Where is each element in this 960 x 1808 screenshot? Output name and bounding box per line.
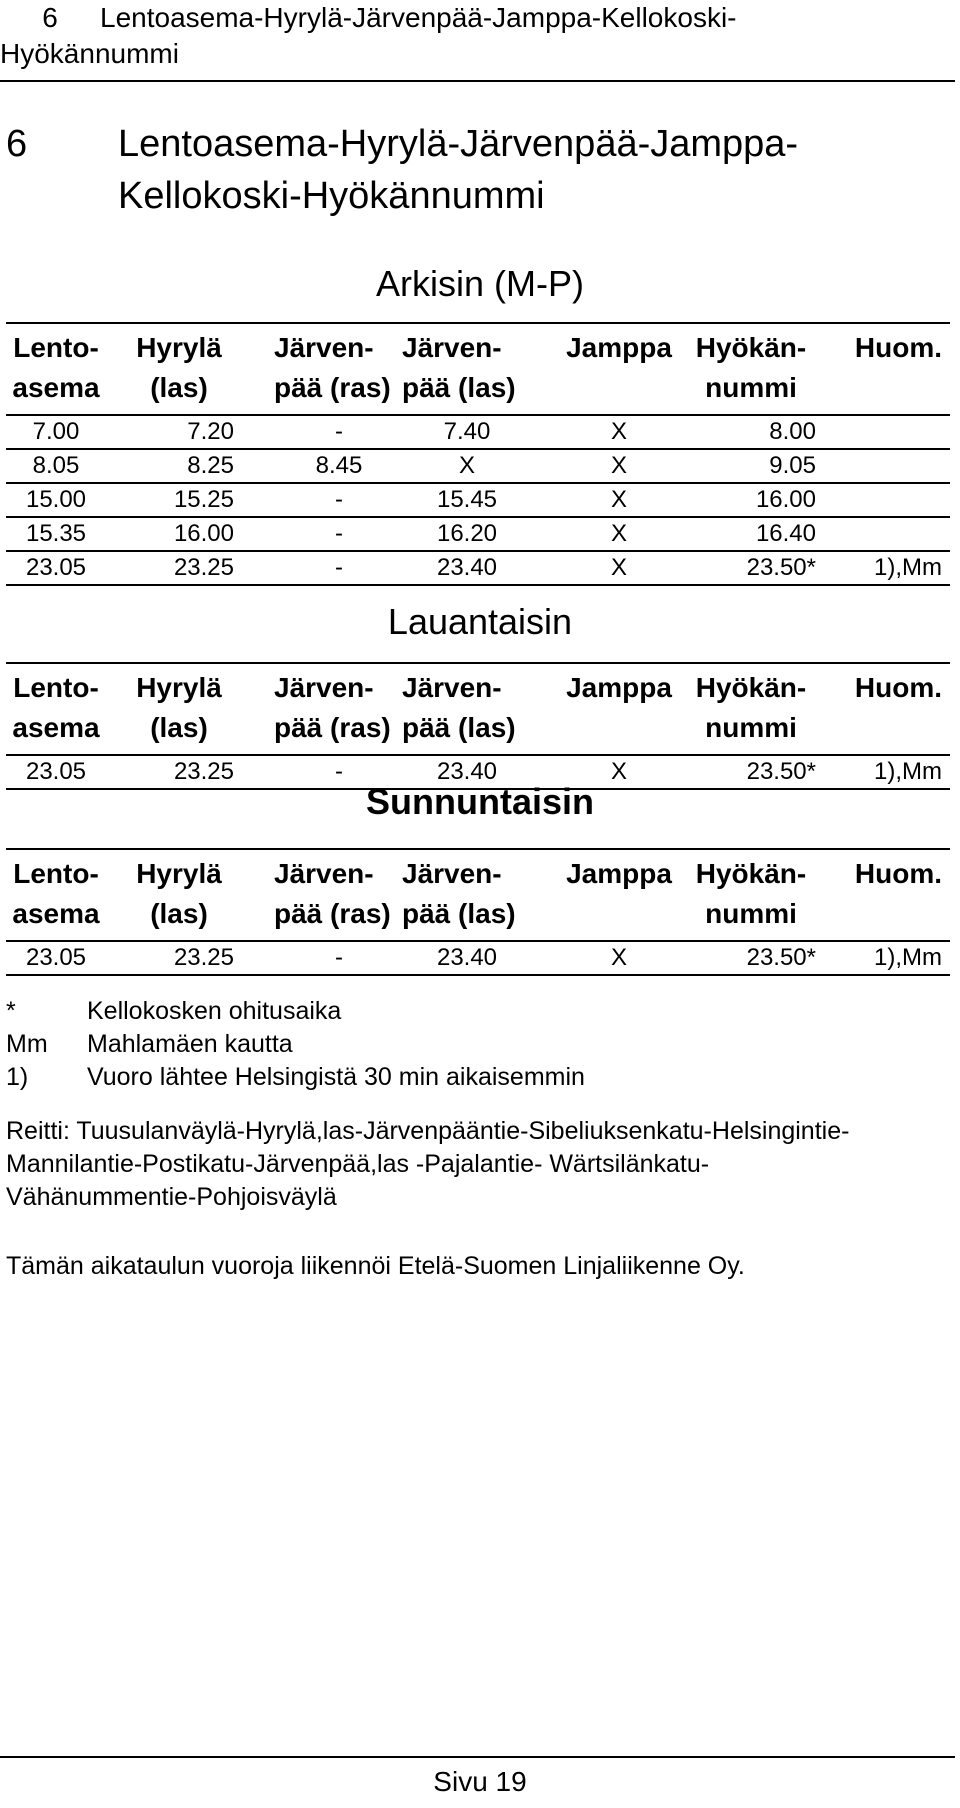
- cell-jarvenpaa-ras: -: [335, 554, 343, 581]
- route-line: Mannilantie-Postikatu-Järvenpää,las -Pajalantie- Wärtsilänkatu-: [6, 1150, 710, 1178]
- column-header-line: Jamppa: [566, 672, 672, 703]
- running-header-line2: Hyökännummi: [0, 38, 179, 69]
- column-header-hyokannummi: [686, 668, 816, 748]
- column-header-line: asema: [12, 898, 100, 929]
- cell-jarvenpaa-las: 23.40: [436, 758, 498, 785]
- weekdays-title: Arkisin (M-P): [376, 263, 584, 304]
- cell-hyryla-las: 15.25: [173, 486, 234, 513]
- cell-jarvenpaa-las: 16.20: [436, 520, 498, 547]
- cell-hyokannummi: 8.00: [769, 418, 816, 445]
- cell-hyokannummi: 23.50*: [746, 758, 816, 785]
- cell-huom: 1),Mm: [874, 554, 942, 581]
- column-header-line: nummi: [705, 898, 797, 929]
- column-header-line: pää (las): [402, 712, 516, 743]
- cell-hyryla-las: 8.25: [187, 452, 234, 479]
- column-header-huom: [812, 854, 942, 894]
- cell-jarvenpaa-ras: -: [335, 758, 343, 785]
- column-header-line: Järven-: [402, 858, 502, 889]
- cell-jamppa: X: [610, 554, 627, 581]
- column-header-line: Hyökän-: [695, 672, 807, 703]
- column-header-line: asema: [12, 372, 100, 403]
- running-header-title: [100, 0, 737, 36]
- column-header-jarvenpaa-ras: [274, 328, 404, 408]
- column-header-hyryla-las: [124, 328, 234, 408]
- column-header-line: Hyrylä: [136, 858, 222, 889]
- cell-jamppa: X: [610, 452, 627, 479]
- column-header-line: pää (las): [402, 898, 516, 929]
- column-header-line: (las): [150, 712, 208, 743]
- cell-huom: 1),Mm: [874, 944, 942, 971]
- column-header-line: Huom.: [854, 858, 942, 889]
- column-header-line: Järven-: [274, 858, 374, 889]
- table-row: [6, 484, 950, 518]
- cell-jarvenpaa-ras: -: [335, 418, 343, 445]
- column-header-hyryla-las: [124, 668, 234, 748]
- table-row: [6, 552, 950, 586]
- cell-jarvenpaa-ras: -: [335, 520, 343, 547]
- cell-hyryla-las: 23.25: [173, 758, 234, 785]
- column-header-line: pää (las): [402, 372, 516, 403]
- column-header-line: Järven-: [402, 332, 502, 363]
- footnote-symbol: Mm: [6, 1030, 48, 1058]
- column-header-lentoasema: [6, 328, 106, 408]
- column-header-jamppa: [554, 854, 684, 894]
- running-header-line1: Lentoasema-Hyrylä-Järvenpää-Jamppa-Kellokoski-: [100, 2, 737, 33]
- cell-hyokannummi: 23.50*: [746, 944, 816, 971]
- cell-hyryla-las: 16.00: [173, 520, 234, 547]
- cell-hyryla-las: 7.20: [187, 418, 234, 445]
- column-header-line: Hyrylä: [136, 332, 222, 363]
- column-header-line: Jamppa: [566, 858, 672, 889]
- cell-lentoasema: 15.00: [25, 486, 87, 513]
- header-divider: [0, 80, 955, 82]
- cell-jamppa: X: [610, 520, 627, 547]
- column-header-line: (las): [150, 898, 208, 929]
- column-header-jarvenpaa-las: [402, 668, 532, 748]
- sundays-title: Sunnuntaisin: [366, 781, 594, 822]
- column-header-line: pää (ras): [274, 898, 391, 929]
- cell-lentoasema: 23.05: [25, 758, 87, 785]
- table-row: [6, 942, 950, 976]
- route-line: Vähänummentie-Pohjoisväylä: [6, 1183, 337, 1211]
- column-header-line: (las): [150, 372, 208, 403]
- footnote-text: Kellokosken ohitusaika: [87, 997, 342, 1025]
- column-header-line: nummi: [705, 372, 797, 403]
- chapter-number: 6: [6, 123, 28, 165]
- column-header-hyokannummi: [686, 328, 816, 408]
- cell-jarvenpaa-ras: -: [335, 486, 343, 513]
- cell-lentoasema: 8.05: [32, 452, 80, 479]
- cell-huom: 1),Mm: [874, 758, 942, 785]
- cell-jamppa: X: [610, 486, 627, 513]
- running-header-number: 6: [42, 2, 58, 33]
- column-header-line: nummi: [705, 712, 797, 743]
- column-header-line: Huom.: [854, 672, 942, 703]
- sundays-timetable: [6, 848, 950, 976]
- column-header-line: Jamppa: [566, 332, 672, 363]
- cell-jarvenpaa-ras: 8.45: [315, 452, 363, 479]
- operator-note: Tämän aikataulun vuoroja liikennöi Etelä-Suomen Linjaliikenne Oy.: [6, 1252, 745, 1280]
- column-header-line: Hyökän-: [695, 858, 807, 889]
- cell-jamppa: X: [610, 418, 627, 445]
- column-header-jamppa: [554, 668, 684, 708]
- cell-hyokannummi: 23.50*: [746, 554, 816, 581]
- saturdays-timetable: [6, 662, 950, 790]
- table-row: [6, 416, 950, 450]
- footnote-text: Vuoro lähtee Helsingistä 30 min aikaisemmin: [87, 1063, 585, 1091]
- column-header-huom: [812, 328, 942, 368]
- column-header-line: Järven-: [274, 332, 374, 363]
- column-header-line: Lento-: [13, 672, 99, 703]
- cell-hyokannummi: 16.40: [755, 520, 816, 547]
- column-header-jamppa: [554, 328, 684, 368]
- column-header-hyryla-las: [124, 854, 234, 934]
- column-header-line: Lento-: [13, 858, 99, 889]
- cell-jarvenpaa-las: 23.40: [436, 944, 498, 971]
- cell-jarvenpaa-las: 15.45: [436, 486, 498, 513]
- table-header: [6, 322, 950, 416]
- route-description: [6, 1115, 956, 1214]
- column-header-lentoasema: [6, 854, 106, 934]
- footnote-symbol: *: [6, 997, 16, 1025]
- footnote-text: Mahlamäen kautta: [87, 1030, 293, 1058]
- column-header-hyokannummi: [686, 854, 816, 934]
- saturdays-title: Lauantaisin: [387, 601, 573, 642]
- column-header-line: pää (ras): [274, 372, 391, 403]
- column-header-line: asema: [12, 712, 100, 743]
- column-header-line: pää (ras): [274, 712, 391, 743]
- cell-jarvenpaa-ras: -: [335, 944, 343, 971]
- table-header: [6, 662, 950, 756]
- column-header-jarvenpaa-ras: [274, 668, 404, 748]
- table-row: [6, 450, 950, 484]
- column-header-jarvenpaa-las: [402, 328, 532, 408]
- cell-jarvenpaa-las: X: [458, 452, 475, 479]
- page-number: Sivu 19: [433, 1766, 527, 1797]
- cell-lentoasema: 23.05: [25, 944, 87, 971]
- cell-hyryla-las: 23.25: [173, 554, 234, 581]
- column-header-line: Huom.: [854, 332, 942, 363]
- column-header-lentoasema: [6, 668, 106, 748]
- table-header: [6, 848, 950, 942]
- column-header-jarvenpaa-las: [402, 854, 532, 934]
- cell-jarvenpaa-las: 7.40: [443, 418, 491, 445]
- cell-jamppa: X: [610, 944, 627, 971]
- column-header-line: Hyökän-: [695, 332, 807, 363]
- cell-lentoasema: 23.05: [25, 554, 87, 581]
- cell-hyokannummi: 16.00: [755, 486, 816, 513]
- column-header-jarvenpaa-ras: [274, 854, 404, 934]
- chapter-title: Lentoasema-Hyrylä-Järvenpää-Jamppa-Kellokoski-Hyökännummi: [118, 123, 799, 217]
- weekdays-timetable: [6, 322, 950, 586]
- cell-hyryla-las: 23.25: [173, 944, 234, 971]
- cell-jarvenpaa-las: 23.40: [436, 554, 498, 581]
- footnote-symbol: 1): [6, 1063, 29, 1091]
- cell-jamppa: X: [610, 758, 627, 785]
- column-header-line: Hyrylä: [136, 672, 222, 703]
- footer-divider: [0, 1756, 955, 1758]
- column-header-line: Järven-: [402, 672, 502, 703]
- route-line: Reitti: Tuusulanväylä-Hyrylä,las-Järvenpääntie-Sibeliuksenkatu-Helsingintie-: [6, 1117, 850, 1145]
- cell-lentoasema: 15.35: [25, 520, 87, 547]
- column-header-line: Järven-: [274, 672, 374, 703]
- cell-lentoasema: 7.00: [32, 418, 80, 445]
- cell-hyokannummi: 9.05: [769, 452, 816, 479]
- column-header-line: Lento-: [13, 332, 99, 363]
- table-row: [6, 518, 950, 552]
- column-header-huom: [812, 668, 942, 708]
